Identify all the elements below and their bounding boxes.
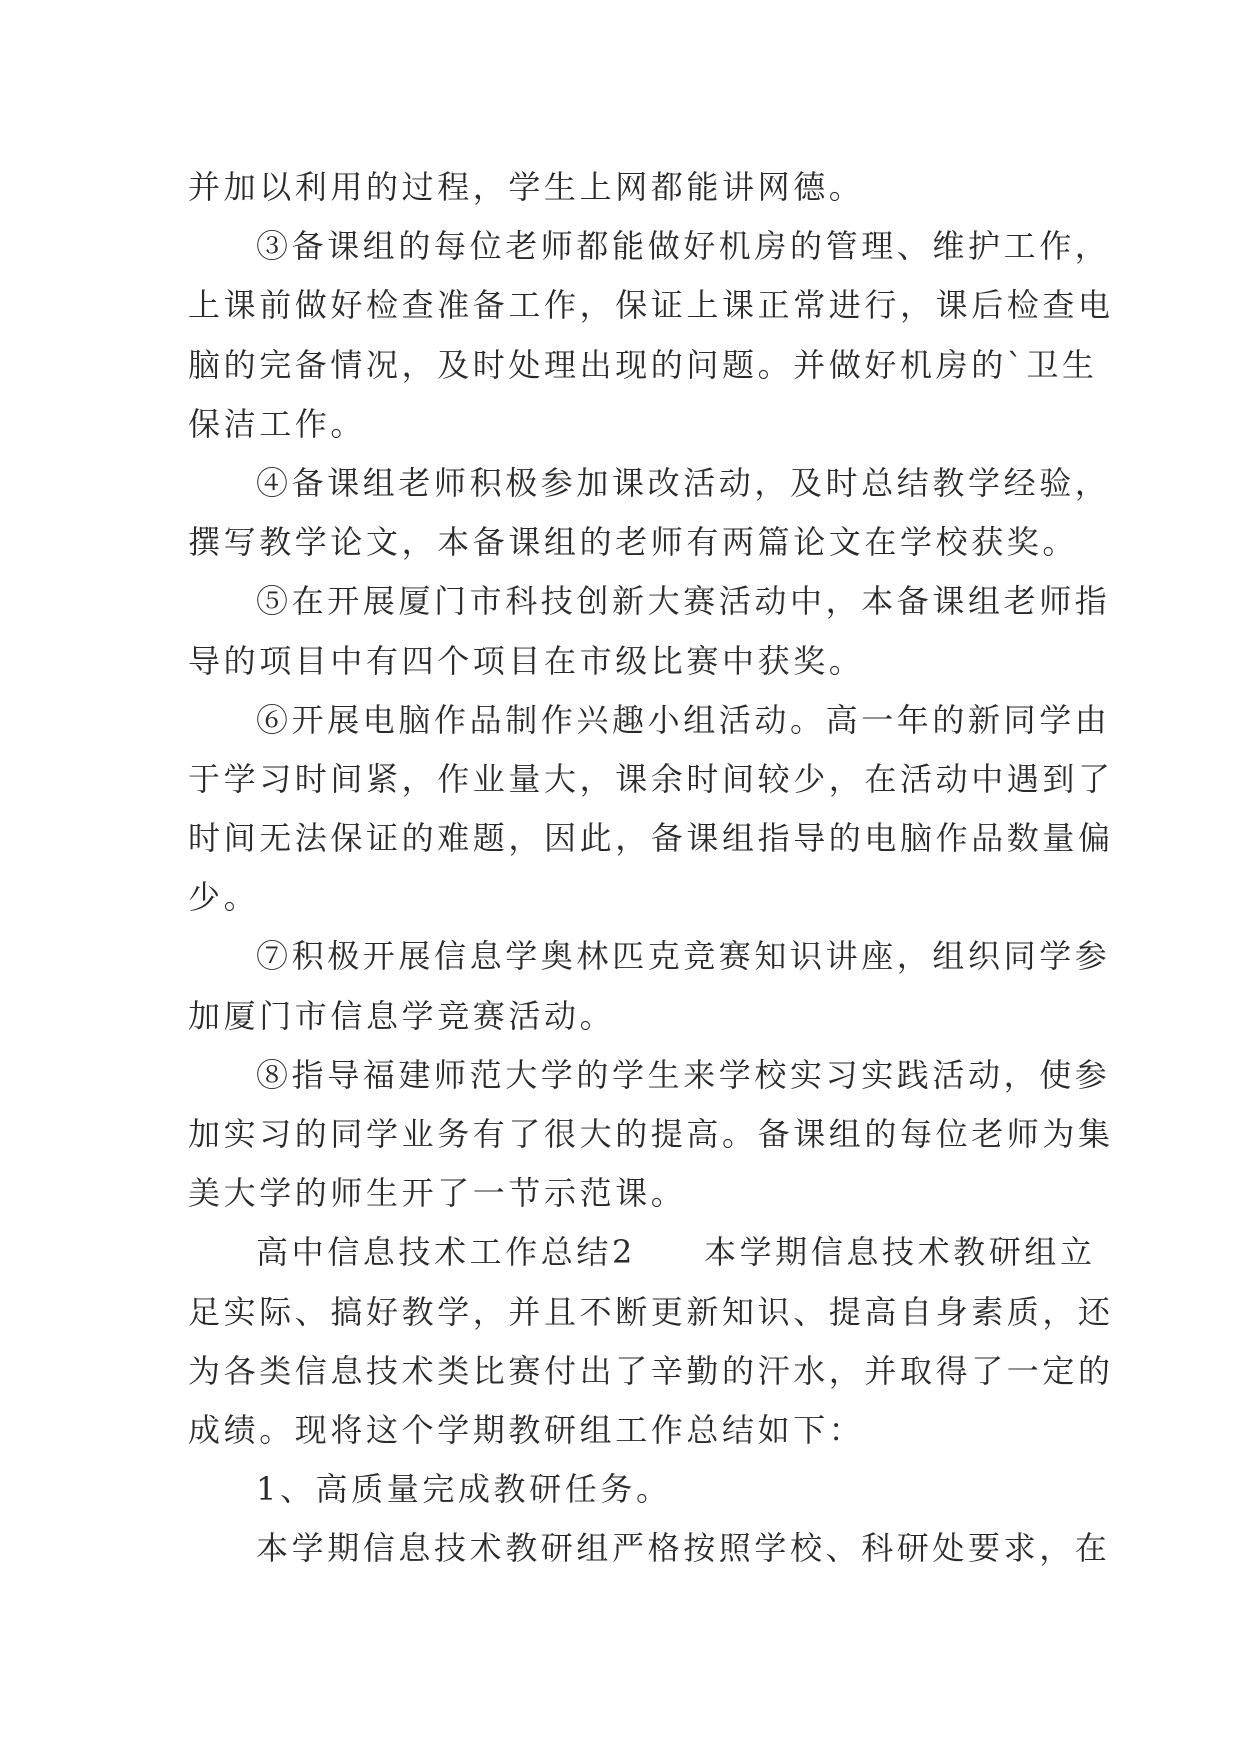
paragraph-start: 本学期信息技术教研组立 [703,1233,1096,1272]
text-line: 加厦门市信息学竞赛活动。 [188,996,616,1035]
text-line: 少。 [188,878,260,917]
text-line: ⑤在开展厦门市科技创新大赛活动中，本备课组老师指 [256,582,1111,621]
text-line: 1、高质量完成教研任务。 [256,1470,672,1509]
text-line: 脑的完备情况，及时处理出现的问题。并做好机房的`卫生 [188,345,1098,384]
text-line: 加实习的同学业务有了很大的提高。备课组的每位老师为集 [188,1115,1114,1153]
text-line: ③备课组的每位老师都能做好机房的管理、维护工作， [256,227,1111,266]
text-line: 美大学的师生开了一节示范课。 [188,1174,687,1213]
text-line: 成绩。现将这个学期教研组工作总结如下： [188,1410,865,1449]
text-line: 保洁工作。 [188,404,367,443]
body-text [188,158,1114,1579]
text-line: 为各类信息技术类比赛付出了辛勤的汗水，并取得了一定的 [188,1351,1114,1390]
text-line: ④备课组老师积极参加课改活动，及时总结教学经验， [256,463,1111,502]
text-line: 撰写教学论文，本备课组的老师有两篇论文在学校获奖。 [188,523,1079,562]
text-line [188,1223,1096,1282]
text-line: 并加以利用的过程，学生上网都能讲网德。 [188,168,865,206]
text-line: 上课前做好检查准备工作，保证上课正常进行，课后检查电 [188,286,1114,325]
text-line: 导的项目中有四个项目在市级比赛中获奖。 [188,641,865,680]
text-line: 时间无法保证的难题，因此，备课组指导的电脑作品数量偏 [188,819,1114,858]
text-line: ⑧指导福建师范大学的学生来学校实习实践活动，使参 [256,1055,1111,1094]
section-heading: 高中信息技术工作总结2 [256,1233,636,1272]
text-line: 本学期信息技术教研组严格按照学校、科研处要求，在 [256,1529,1111,1568]
text-line: 于学习时间紧，作业量大，课余时间较少，在活动中遇到了 [188,759,1114,798]
text-line: ⑥开展电脑作品制作兴趣小组活动。高一年的新同学由 [256,700,1111,739]
text-line: 足实际、搞好教学，并且不断更新知识、提高自身素质，还 [188,1292,1114,1331]
text-line: ⑦积极开展信息学奥林匹克竞赛知识讲座，组织同学参 [256,937,1111,976]
